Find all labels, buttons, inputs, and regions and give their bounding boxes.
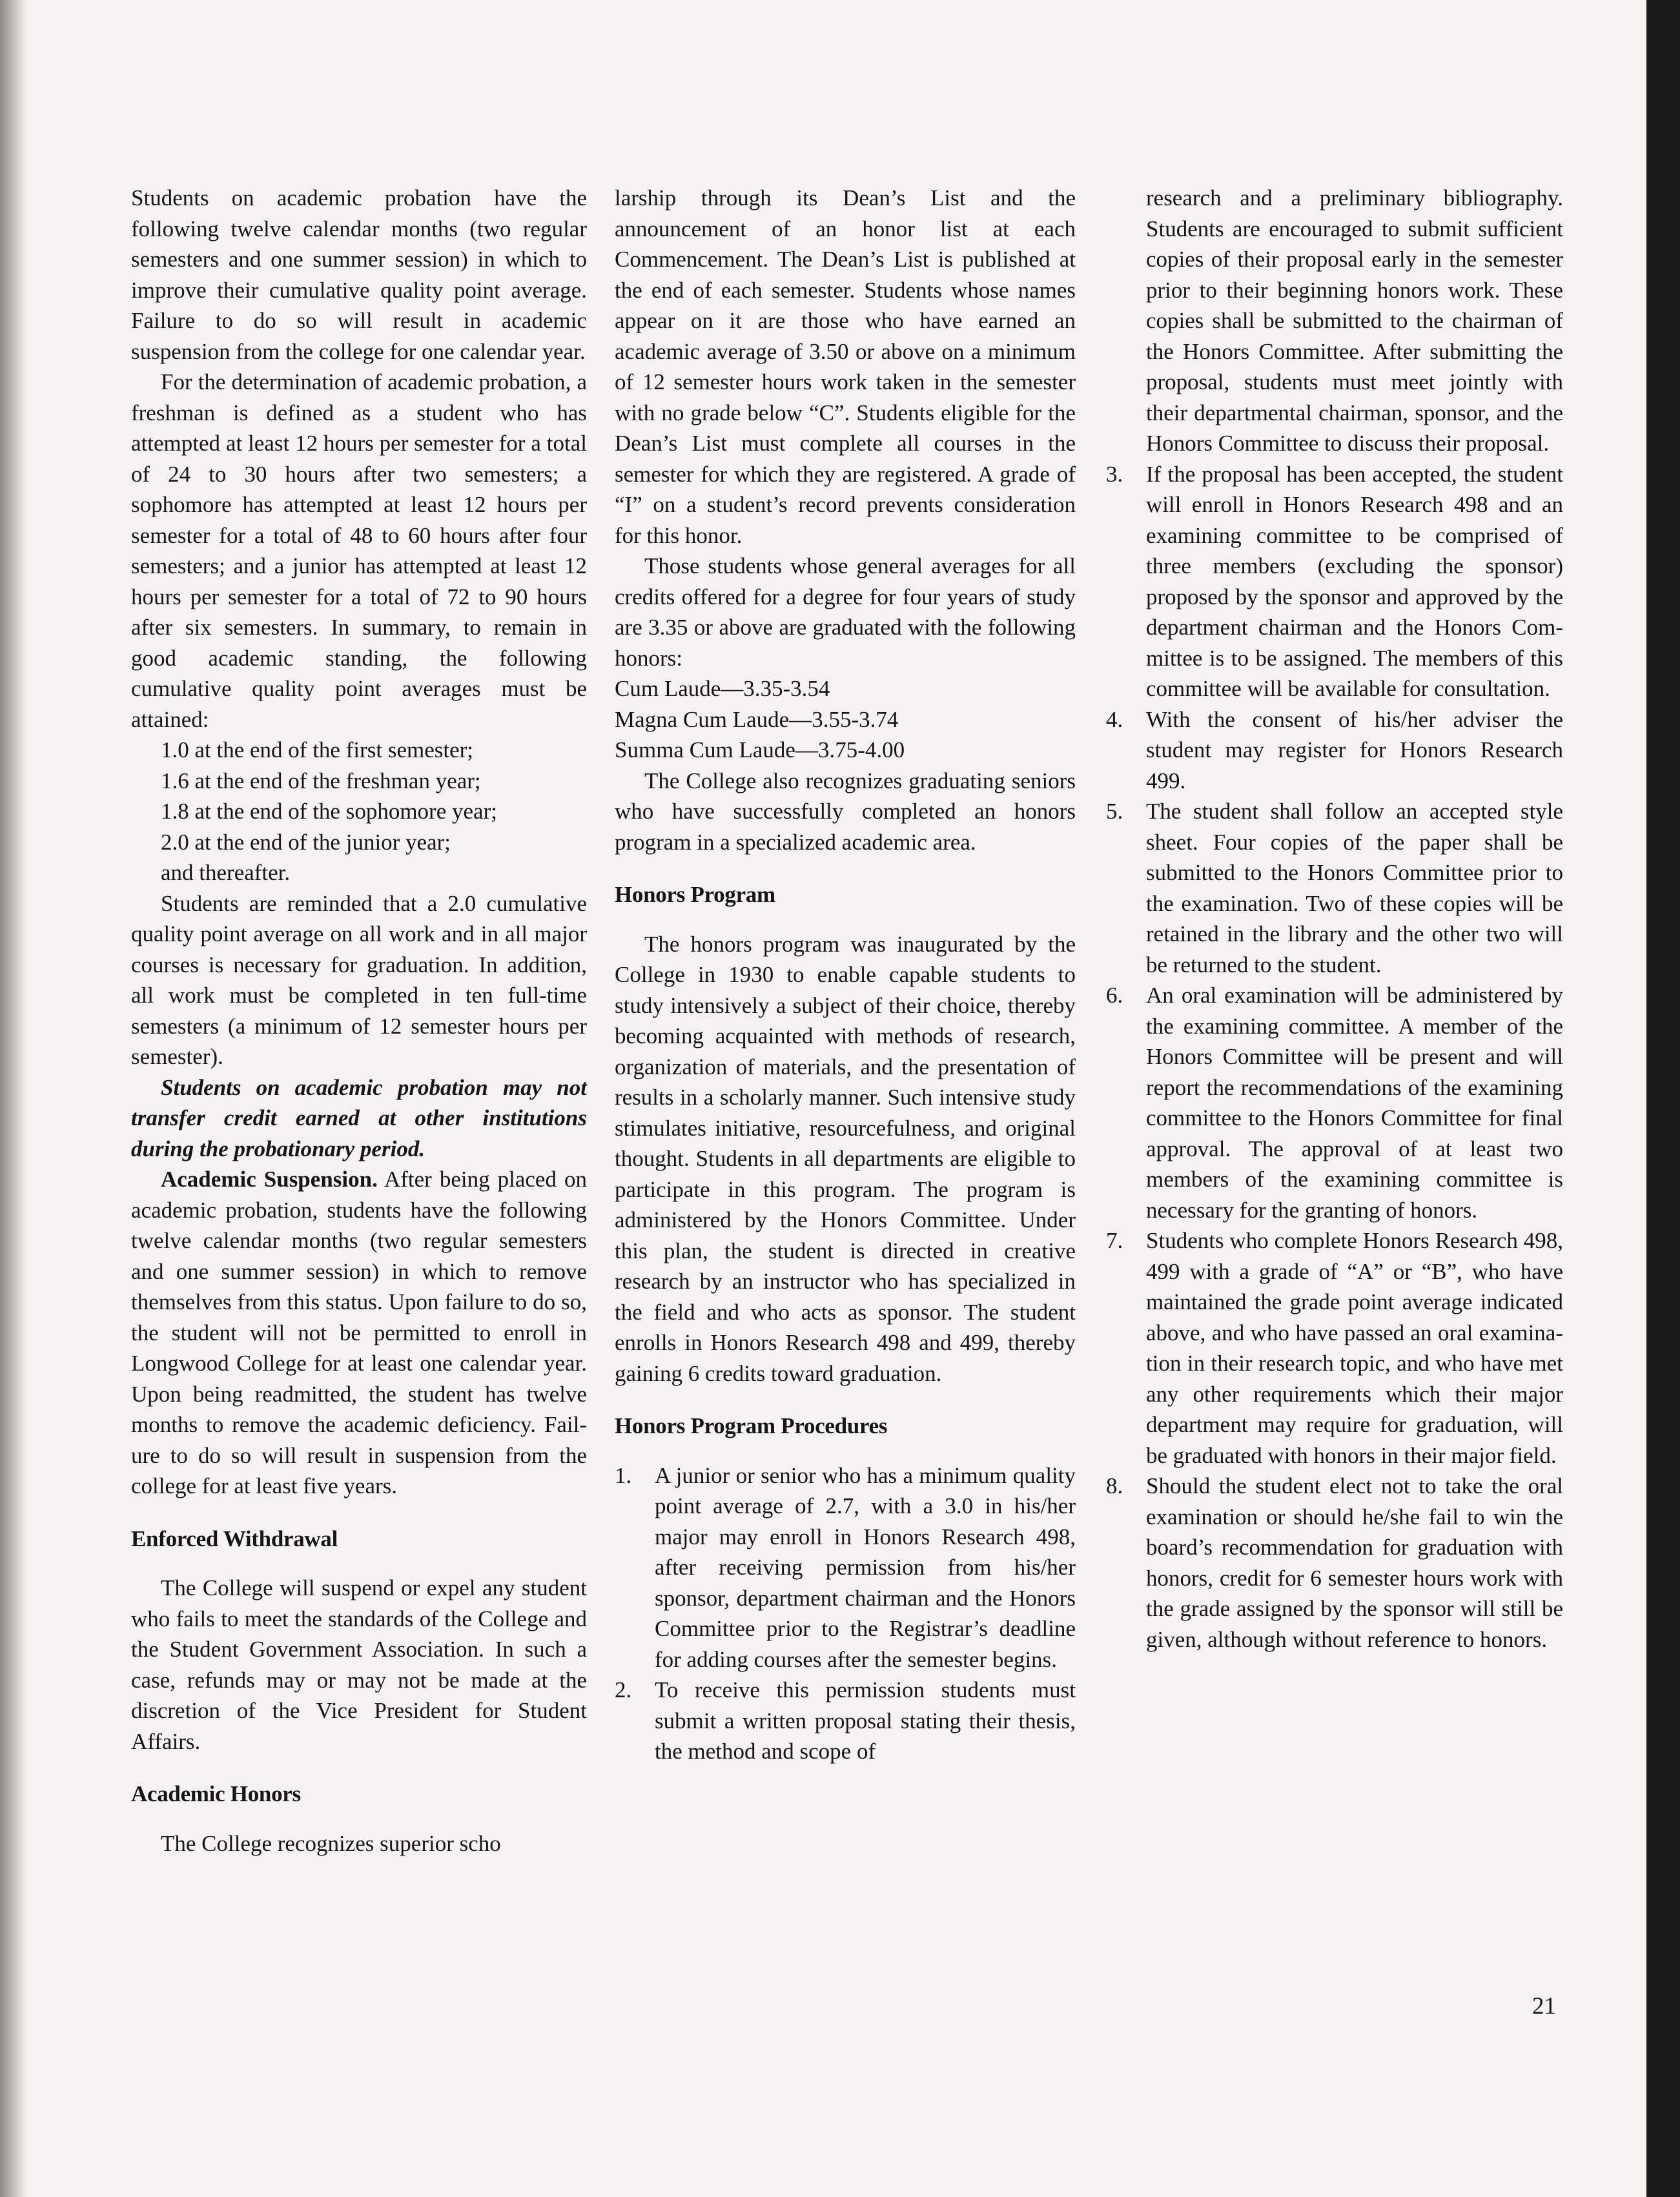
heading-enforced-withdrawal: Enforced Withdrawal (131, 1526, 338, 1551)
heading-honors-procedures: Honors Program Procedures (615, 1413, 888, 1438)
italic-note: Students on academic probation may not transfer credit earned at other institutions during the probationary period. (131, 1074, 587, 1161)
item-text: A junior or senior who has a minimum quality point average of 2.7, with a 3.0 in his/her major may enroll in Honors Research 498, after receiving permission from his/her sponsor, department chairman and the Honors Committee prior to the Registrar’s deadline for adding courses after the semester begins. (655, 1462, 1076, 1672)
item-text: An oral examination will be administered by the examining committee. A member of the Honors Committee will be present and will report the recommendations of the examining committee to the Honors Committee for final approval. The approval of at least two members of the examining committee is necessary for the granting of honors. (1146, 983, 1563, 1223)
paragraph-honors-start: The College recognizes superior scho (161, 1830, 501, 1856)
paragraph-honors-program: The honors program was inaugurated by the College in 1930 to enable capable students to study intensively a subject of their choice, thereby becoming acquainted with methods of research, organization of materials, and the presentation of results in a scholarly manner. Such intensive study stimulates initiative, resourcefulness, and original thought. Students in all departments are eligible to participate in this program. The program is administered by the Honors Committee. Under this plan, the student is directed in creative research by an instructor who has specialized in the field and who acts as sponsor. The student enrolls in Honors Research 498 and 499, thereby gaining 6 credits toward graduation. (615, 931, 1076, 1386)
paragraph-honors-recognition: The College also recognizes graduating seniors who have successfully completed an honors program in a specialized academic area. (615, 768, 1076, 855)
list-item (1106, 183, 1563, 459)
item-text: To receive this permission students must submit a written proposal stating their thesis, the method and scope of (655, 1677, 1076, 1764)
list-item (1106, 704, 1563, 797)
item-number: 4. (1106, 706, 1123, 732)
list-item (1106, 459, 1563, 704)
column-3 (1106, 183, 1563, 1655)
paragraph-transfer-note (131, 1072, 587, 1165)
list-item: 1.8 at the end of the sophomore year; (161, 799, 497, 824)
item-number: 1. (615, 1462, 632, 1488)
list-item: 1.6 at the end of the freshman year; (161, 768, 481, 793)
item-number: 8. (1106, 1473, 1123, 1498)
item-text: With the consent of his/her adviser the student may register for Honors Research 499. (1146, 706, 1563, 793)
list-item (1106, 1471, 1563, 1655)
page-number: 21 (1532, 1993, 1556, 2019)
item-text: The student shall follow an accepted style sheet. Four copies of the paper shall be submitted to the Honors Committee prior to the examination. Two of these copies will be retained in the library and the other two will be returned to the student. (1146, 799, 1563, 977)
list-item (1106, 796, 1563, 980)
item-number: 5. (1106, 799, 1123, 824)
list-item: and thereafter. (161, 860, 291, 885)
honors-list (615, 673, 1076, 766)
gpa-requirements-list (131, 735, 587, 888)
item-number: 3. (1106, 461, 1123, 487)
list-item (615, 1460, 1076, 1675)
item-number: 2. (615, 1677, 632, 1702)
list-item: Magna Cum Laude—3.55-3.74 (615, 706, 899, 732)
item-number: 7. (1106, 1228, 1123, 1253)
paragraph-probation-period: Students on academic probation have the following twelve calendar months (two regular semesters and one summer session) in which to improve their cumulative quality point average. Failure to do so will result in academic suspension from the college for one calendar year. (131, 185, 587, 364)
paragraph-academic-suspension (131, 1164, 587, 1502)
list-item: Summa Cum Laude—3.75-4.00 (615, 737, 905, 762)
heading-academic-honors: Academic Honors (131, 1781, 301, 1806)
item-text: Students who complete Honors Research 498, 499 with a grade of “A” or “B”, who have maintained the grade point average indicated above, and who have passed an oral examination in their research topic, and who have met any other requirements which their major department may require for graduation, will be graduated with honors in their major field. (1146, 1228, 1563, 1468)
paragraph-withdrawal: The College will suspend or expel any student who fails to meet the standards of the College and the Student Government Association. In such a case, refunds may or may not be made at the discretion of the Vice President for Student Affairs. (131, 1575, 587, 1754)
item-text: If the proposal has been accepted, the student will enroll in Honors Research 498 and an examining committee to be comprised of three members (excluding the sponsor) proposed by the sponsor and approved by the department chairman and the Honors Committee is to be assigned. The members of this committee will be available for consultation. (1146, 461, 1563, 701)
list-item (1106, 980, 1563, 1225)
list-item: 1.0 at the end of the first semester; (161, 737, 474, 762)
paragraph-deans-list: larship through its Dean’s List and the announcement of an honor list at each Commencement. The Dean’s List is published at the end of each semester. Students whose names appear on it are those who have earned an academic average of 3.50 or above on a minimum of 12 semester hours work taken in the semester with no grade below “C”. Students eligible for the Dean’s List must complete all courses in the semester for which they are registered. A grade of “I” on a student’s record prevents consideration for this honor. (615, 185, 1076, 548)
paragraph-probation-definition: For the determination of academic probation, a freshman is defined as a student who has attempted at least 12 hours per semester for a total of 24 to 30 hours after two semesters; a sophomore has attempted at least 12 hours per semester for a total of 48 to 60 hours after four semesters; and a junior has attempted at least 12 hours per semester for a total of 72 to 90 hours after six semesters. In summary, to remain in good academic standing, the following cumulative quality point averages must be attained: (131, 369, 587, 732)
item-text: Should the student elect not to take the oral examination or should he/she fail to win the board’s recommendation for graduation with honors, credit for 6 semester hours work with the grade assigned by the sponsor will still be given, although without reference to honors. (1146, 1473, 1563, 1652)
item-number: 6. (1106, 983, 1123, 1008)
runin-heading: Academic Suspension. (161, 1167, 378, 1192)
item-text: research and a preliminary bibliography. Students are encouraged to submit sufficient copies of their proposal early in the semester prior to their beginning honors work. These copies shall be submitted to the chairman of the Honors Committee. After submitting the proposal, students must meet jointly with their departmental chairman, sponsor, and the Honors Committee to discuss their proposal. (1146, 185, 1563, 456)
column-1 (131, 183, 587, 1859)
list-item: Cum Laude—3.35-3.54 (615, 676, 830, 701)
paragraph-graduation-requirement: Students are reminded that a 2.0 cumulative quality point average on all work and in all major courses is necessary for graduation. In addition, all work must be completed in ten full-time semesters (a minimum of 12 semester hours per semester). (131, 890, 587, 1069)
list-item (615, 1675, 1076, 1767)
paragraph-graduation-honors: Those students whose general averages for all credits offered for a degree for four years of study are 3.35 or above are graduated with the following honors: (615, 553, 1076, 671)
list-item: 2.0 at the end of the junior year; (161, 829, 451, 855)
binding-gutter (0, 0, 27, 2197)
procedures-list-continued (1106, 183, 1563, 1655)
heading-honors-program: Honors Program (615, 882, 775, 907)
suspension-text: After being placed on academic probation, students have the following twelve calendar months (two regular semesters and one summer session) in which to remove themselves from this status. Upon failure to do so, the student will not be permitted to enroll in Longwood College for at least one calendar year. Upon being readmitted, the student has twelve months to remove the academic deficiency. Failure to do so will result in suspension from the college for at least five years. (131, 1167, 587, 1498)
procedures-list (615, 1460, 1076, 1767)
list-item (1106, 1225, 1563, 1471)
column-2 (615, 183, 1076, 1767)
